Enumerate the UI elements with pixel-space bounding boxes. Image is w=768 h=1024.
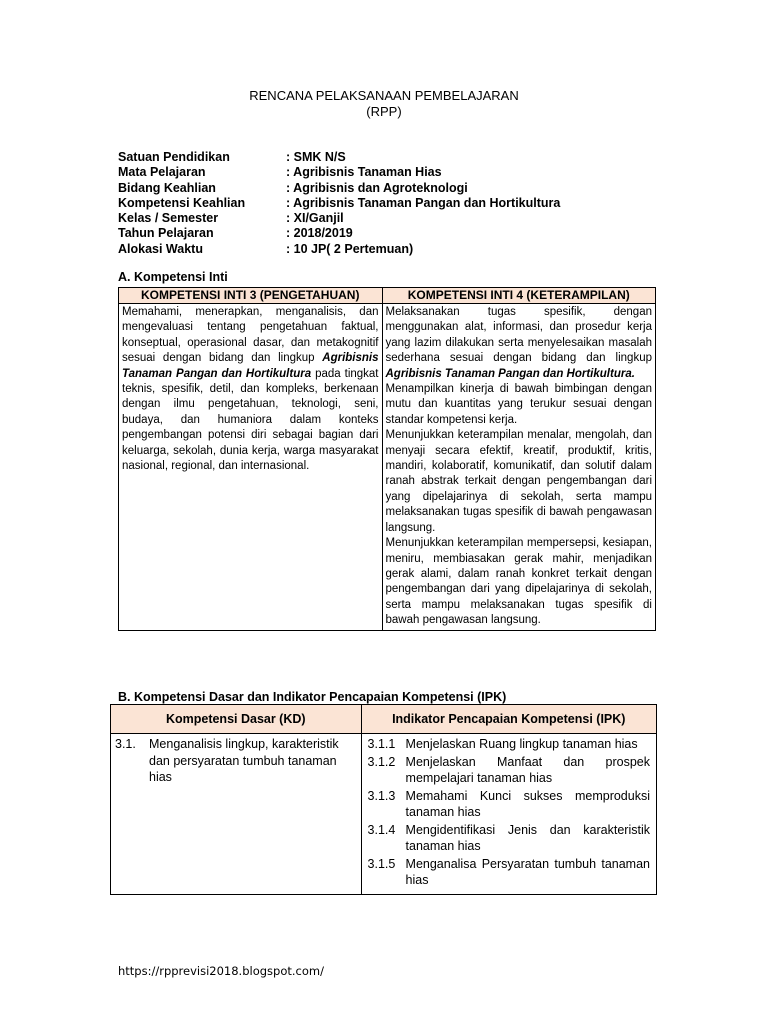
kompetensi-inti-table (118, 287, 656, 631)
identity-value: : Agribisnis Tanaman Pangan dan Hortikultura (286, 195, 561, 210)
document-subtitle: (RPP) (366, 104, 402, 119)
ki3-text (122, 305, 379, 474)
kd-header: Kompetensi Dasar (KD) (111, 705, 362, 734)
ki3-cell (119, 304, 383, 631)
identity-value: : Agribisnis dan Agroteknologi (286, 180, 468, 195)
identity-label: Kelas / Semester (118, 211, 219, 226)
identity-row (118, 196, 560, 211)
identity-label: Alokasi Waktu (118, 241, 203, 256)
kd-cell (111, 734, 362, 895)
identity-row (118, 242, 560, 257)
ipk-list (362, 734, 656, 894)
ki3-header: KOMPETENSI INTI 3 (PENGETAHUAN) (119, 288, 383, 304)
identity-label: Bidang Keahlian (118, 180, 216, 195)
ki4-header: KOMPETENSI INTI 4 (KETERAMPILAN) (382, 288, 656, 304)
identity-row (118, 165, 560, 180)
ki4-emphasis: Agribisnis Tanaman Pangan dan Hortikultura. (385, 367, 635, 380)
kd-number: 3.1. (115, 737, 136, 751)
identity-row (118, 211, 560, 226)
ki4-paragraph: Menampilkan kinerja di bawah bimbingan dengan mutu dan kuantitas yang terukur sesuai dengan standar kompetensi kerja. (385, 383, 652, 426)
kd-item (111, 734, 361, 788)
identity-row (118, 181, 560, 196)
ipk-number: 3.1.2 (367, 754, 396, 769)
identity-value: : 2018/2019 (286, 226, 353, 241)
footer-url[interactable]: https://rpprevisi2018.blogspot.com/ (118, 964, 324, 978)
ki3-emphasis: Agribisnis Tanaman Pangan dan Hortikultura (122, 352, 379, 380)
identity-value: : 10 JP( 2 Pertemuan) (286, 241, 414, 256)
identity-value: : XI/Ganjil (286, 211, 344, 226)
document-title: RENCANA PELAKSANAAN PEMBELAJARAN (249, 88, 519, 103)
ipk-item (368, 736, 650, 753)
ipk-item (368, 856, 650, 889)
ki4-paragraph: Menunjukkan keterampilan menalar, mengolah, dan menyaji secara efektif, kreatif, produktif, kritis, mandiri, kolaboratif, komunikatif, dan solutif dalam ranah abstrak terkait dengan pengembangan dari yang dipelajarinya di sekolah, serta mampu melaksanakan tugas spesifik di bawah pengawasan langsung. (385, 429, 652, 534)
ipk-number: 3.1.1 (367, 737, 396, 751)
ki4-paragraph: Menunjukkan keterampilan mempersepsi, kesiapan, meniru, membiasakan gerak mahir, menjadikan gerak alami, dalam ranah konkret terkait dengan pengembangan dari yang dipelajarinya di sekolah, serta mampu melaksanakan tugas spesifik di bawah pengawasan langsung. (385, 537, 652, 627)
ki4-paragraph (386, 305, 653, 382)
ipk-item (368, 822, 650, 855)
section-b-heading: B. Kompetensi Dasar dan Indikator Pencapaian Kompetensi (IPK) (118, 690, 507, 704)
ipk-text: Mengidentifikasi Jenis dan karakteristik tanaman hias (405, 822, 650, 853)
ki4-text-part: Melaksanakan tugas spesifik, dengan menggunakan alat, informasi, dan prosedur kerja yang lazim dilakukan serta menyelesaikan masalah sederhana sesuai dengan bidang dan lingkup (385, 306, 652, 365)
ipk-text: Memahami Kunci sukses memproduksi tanaman hias (405, 788, 650, 819)
ki3-text-part: Memahami, menerapkan, menganalisis, dan mengevaluasi tentang pengetahuan faktual, konseptual, operasional dasar, dan metakognitif sesuai dengan bidang dan lingkup (122, 306, 379, 365)
identity-block (118, 150, 560, 257)
kd-text: Menganalisis lingkup, karakteristik dan persyaratan tumbuh tanaman hias (149, 737, 339, 784)
ipk-item (368, 754, 650, 787)
ki3-text-part: pada tingkat teknis, spesifik, detil, dan kompleks, berkenaan dengan ilmu pengetahuan, teknologi, seni, budaya, dan humaniora dalam konteks pengembangan potensi diri sebagai bagian dari keluarga, sekolah, dunia kerja, warga masyarakat nasional, regional, dan internasional. (122, 367, 379, 473)
ipk-number: 3.1.4 (367, 822, 396, 837)
identity-label: Mata Pelajaran (118, 165, 206, 180)
kd-ipk-table (110, 704, 657, 895)
ipk-header: Indikator Pencapaian Kompetensi (IPK) (361, 705, 656, 734)
ipk-cell (361, 734, 656, 895)
identity-label: Kompetensi Keahlian (118, 195, 246, 210)
ipk-number: 3.1.5 (367, 856, 396, 871)
ipk-text: Menjelaskan Manfaat dan prospek mempelajari tanaman hias (405, 754, 650, 785)
identity-label: Satuan Pendidikan (118, 150, 230, 164)
identity-value: : Agribisnis Tanaman Hias (286, 165, 442, 180)
ipk-text: Menjelaskan Ruang lingkup tanaman hias (405, 737, 638, 751)
ipk-text: Menganalisa Persyaratan tumbuh tanaman hias (405, 856, 650, 887)
identity-row (118, 150, 560, 165)
identity-row (118, 226, 560, 241)
identity-value: : SMK N/S (286, 150, 346, 164)
identity-label: Tahun Pelajaran (118, 226, 214, 241)
ipk-number: 3.1.3 (367, 788, 396, 803)
section-a-heading: A. Kompetensi Inti (118, 270, 228, 284)
ki4-cell (382, 304, 656, 631)
ipk-item (368, 788, 650, 821)
